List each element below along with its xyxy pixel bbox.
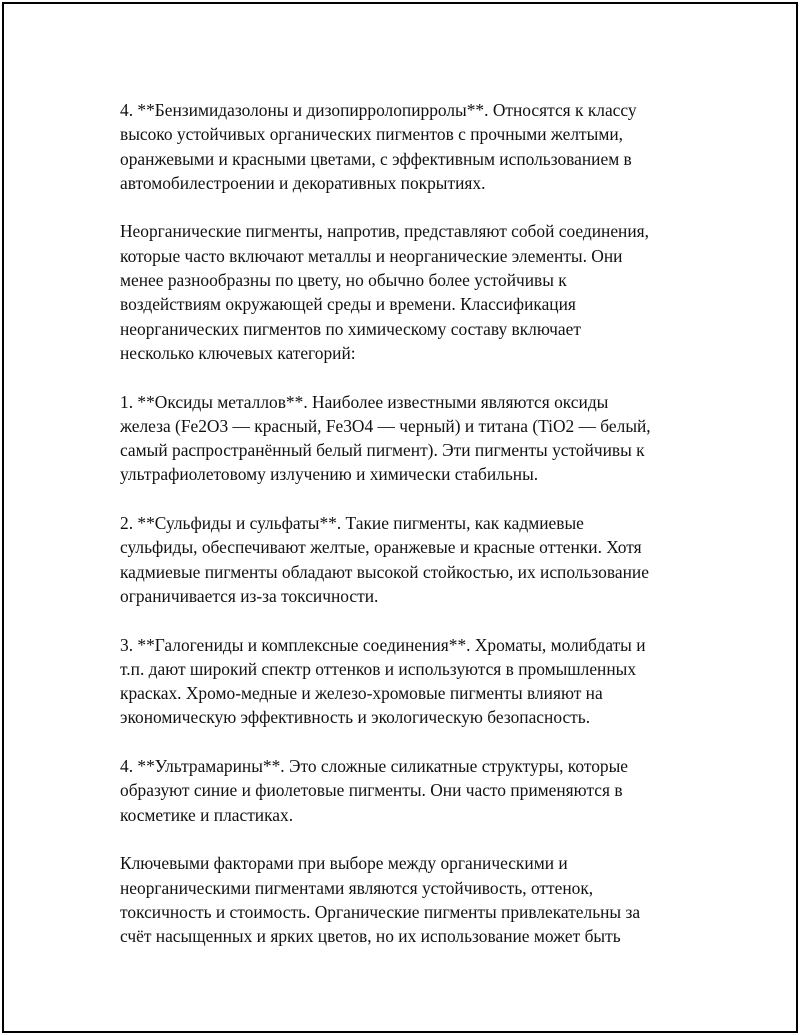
text-line: самый распространённый белый пигмент). Эти пигменты устойчивы к bbox=[120, 440, 645, 461]
paragraph-halides bbox=[120, 633, 690, 730]
text-line: 3. **Галогениды и комплексные соединения**. Хроматы, молибдаты и bbox=[120, 634, 646, 655]
paragraph-sulfides bbox=[120, 511, 690, 608]
text-line: 1. **Оксиды металлов**. Наиболее известными являются оксиды bbox=[120, 391, 609, 412]
text-line: 2. **Сульфиды и сульфаты**. Такие пигменты, как кадмиевые bbox=[120, 513, 584, 534]
text-line: неорганическими пигментами являются устойчивость, оттенок, bbox=[120, 877, 594, 898]
text-line: счёт насыщенных и ярких цветов, но их использование может быть bbox=[120, 926, 621, 947]
paragraph-key-factors bbox=[120, 851, 690, 948]
paragraph-benzimidazolones bbox=[120, 98, 690, 195]
document-page bbox=[2, 2, 798, 1033]
text-line: красках. Хромо-медные и железо-хромовые пигменты влияют на bbox=[120, 683, 603, 704]
text-line: Неорганические пигменты, напротив, представляют собой соединения, bbox=[120, 221, 650, 242]
document-body bbox=[120, 98, 690, 973]
text-line: оранжевыми и красными цветами, с эффективным использованием в bbox=[120, 148, 632, 169]
text-line: неорганических пигментов по химическому составу включает bbox=[120, 318, 581, 339]
paragraph-inorganic-intro bbox=[120, 219, 690, 365]
text-line: высоко устойчивых органических пигментов с прочными желтыми, bbox=[120, 124, 623, 145]
text-line: т.п. дают широкий спектр оттенков и используются в промышленных bbox=[120, 658, 637, 679]
text-line: несколько ключевых категорий: bbox=[120, 342, 356, 363]
text-line: 4. **Бензимидазолоны и дизопирролопирролы**. Относятся к классу bbox=[120, 100, 637, 120]
text-line: менее разнообразны по цвету, но обычно более устойчивы к bbox=[120, 270, 567, 291]
paragraph-metal-oxides bbox=[120, 390, 690, 487]
text-line: Ключевыми факторами при выборе между органическими и bbox=[120, 853, 568, 874]
text-line: железа (Fe2O3 — красный, Fe3O4 — черный) и титана (TiO2 — белый, bbox=[120, 415, 651, 436]
text-line: автомобилестроении и декоративных покрытиях. bbox=[120, 172, 486, 193]
text-line: которые часто включают металлы и неорганические элементы. Они bbox=[120, 245, 623, 266]
text-line: сульфиды, обеспечивают желтые, оранжевые и красные оттенки. Хотя bbox=[120, 537, 642, 558]
text-line: токсичность и стоимость. Органические пигменты привлекательны за bbox=[120, 901, 641, 922]
text-line: 4. **Ультрамарины**. Это сложные силикатные структуры, которые bbox=[120, 756, 628, 777]
text-line: ограничивается из-за токсичности. bbox=[120, 585, 379, 606]
paragraph-ultramarines bbox=[120, 754, 690, 827]
text-line: ультрафиолетовому излучению и химически стабильны. bbox=[120, 464, 539, 485]
text-line: воздействиям окружающей среды и времени. Классификация bbox=[120, 294, 576, 315]
text-line: косметике и пластиках. bbox=[120, 804, 294, 825]
text-line: образуют синие и фиолетовые пигменты. Они часто применяются в bbox=[120, 780, 623, 801]
text-line: экономическую эффективность и экологическую безопасность. bbox=[120, 707, 591, 728]
text-line: кадмиевые пигменты обладают высокой стойкостью, их использование bbox=[120, 561, 649, 582]
